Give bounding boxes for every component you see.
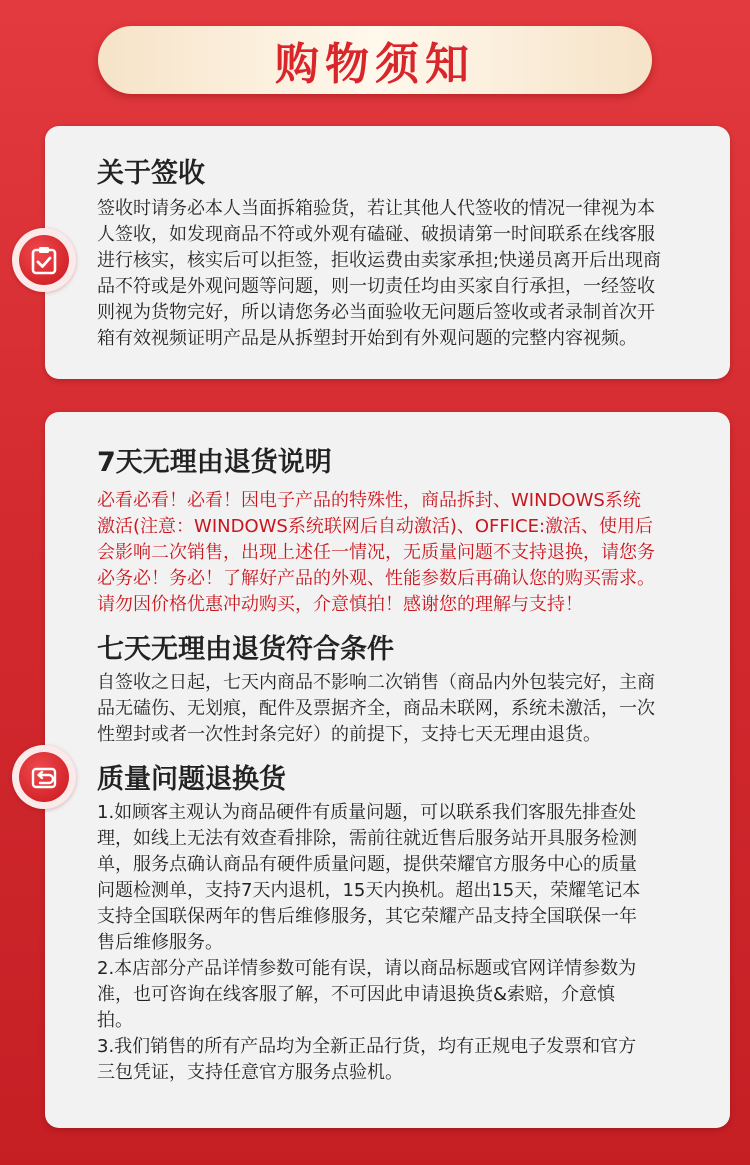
text-line: 售后维修服务。 (97, 932, 223, 953)
text-line: 1.如顾客主观认为商品硬件有质量问题，可以联系我们客服先排查处 (97, 802, 637, 823)
text-line: 理，如线上无法有效查看排除，需前往就近售后服务站开具服务检测 (97, 828, 637, 849)
returns-title: 7天无理由退货说明 (97, 447, 332, 478)
returns-warning (97, 488, 698, 618)
title-banner (98, 26, 652, 94)
warning-line: 必务必！务必！了解好产品的外观、性能参数后再确认您的购买需求。 (97, 568, 655, 589)
text-line: 单，服务点确认商品有硬件质量问题，提供荣耀官方服务中心的质量 (97, 854, 637, 875)
returns-section-card (45, 412, 730, 1128)
text-line: 问题检测单，支持7天内退机，15天内换机。超出15天，荣耀笔记本 (97, 880, 641, 901)
warning-line: 必看必看！必看！因电子产品的特殊性，商品拆封、WINDOWS系统 (97, 490, 641, 511)
text-line: 品无磕伤、无划痕，配件及票据齐全，商品未联网，系统未激活，一次 (97, 698, 655, 719)
return-arrow-icon (12, 745, 76, 809)
text-line: 进行核实，核实后可以拒签，拒收运费由卖家承担;快递员离开后出现商 (97, 250, 662, 271)
warning-line: 请勿因价格优惠冲动购买，介意慎拍！感谢您的理解与支持！ (97, 594, 583, 615)
warning-line: 会影响二次销售，出现上述任一情况，无质量问题不支持退换，请您务 (97, 542, 655, 563)
text-line: 2.本店部分产品详情参数可能有误，请以商品标题或官网详情参数为 (97, 958, 637, 979)
text-line: 拍。 (97, 1010, 133, 1031)
text-line: 准，也可咨询在线客服了解，不可因此申请退换货&索赔，介意慎 (97, 984, 616, 1005)
page-title: 购物须知 (275, 39, 475, 90)
warning-line: 激活(注意：WINDOWS系统联网后自动激活)、OFFICE:激活、使用后 (97, 516, 654, 537)
clipboard-check-icon (12, 228, 76, 292)
quality-text (97, 800, 698, 1086)
text-line: 则视为货物完好，所以请您务必当面验收无问题后签收或者录制首次开 (97, 302, 655, 323)
text-line: 3.我们销售的所有产品均为全新正品行货，均有正规电子发票和官方 (97, 1036, 637, 1057)
text-line: 人签收，如发现商品不符或外观有磕碰、破损请第一时间联系在线客服 (97, 224, 655, 245)
conditions-text (97, 670, 698, 748)
text-line: 性塑封或者一次性封条完好）的前提下，支持七天无理由退货。 (97, 724, 601, 745)
text-line: 自签收之日起，七天内商品不影响二次销售（商品内外包装完好，主商 (97, 672, 655, 693)
conditions-title: 七天无理由退货符合条件 (97, 634, 394, 665)
sign-section-card (45, 126, 730, 379)
text-line: 品不符或是外观问题等问题，则一切责任均由买家自行承担，一经签收 (97, 276, 655, 297)
text-line: 签收时请务必本人当面拆箱验货，若让其他人代签收的情况一律视为本 (97, 198, 655, 219)
quality-title: 质量问题退换货 (97, 764, 286, 795)
sign-title: 关于签收 (97, 158, 205, 189)
text-line: 箱有效视频证明产品是从拆塑封开始到有外观问题的完整内容视频。 (97, 328, 637, 349)
text-line: 支持全国联保两年的售后维修服务，其它荣耀产品支持全国联保一年 (97, 906, 637, 927)
sign-text (97, 196, 698, 352)
text-line: 三包凭证，支持任意官方服务点验机。 (97, 1062, 403, 1083)
